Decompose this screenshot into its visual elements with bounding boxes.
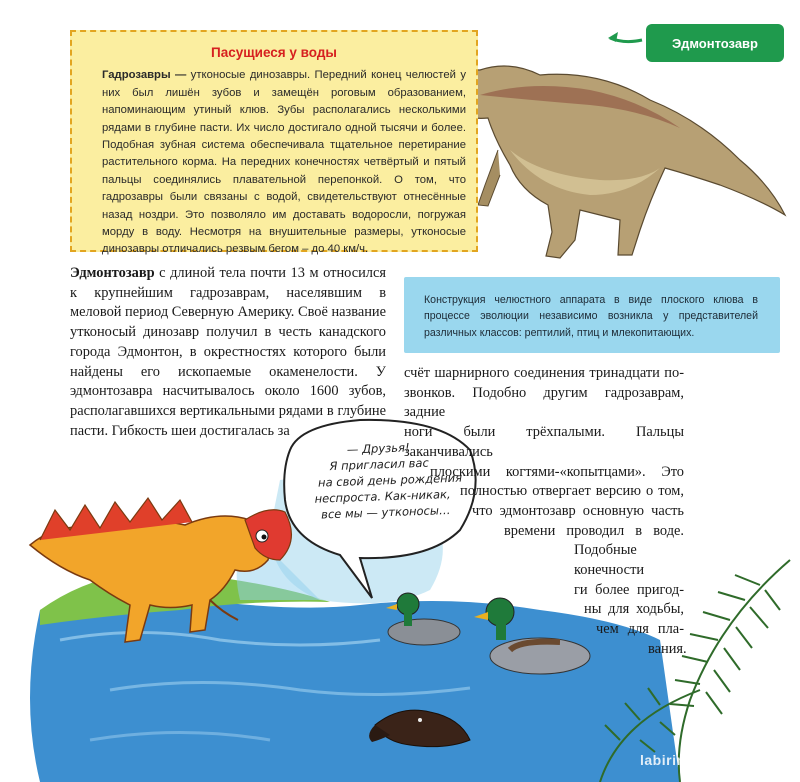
- info-box-title: Пасущиеся у воды: [211, 45, 337, 60]
- speech-line: Я пригласил вас: [329, 455, 429, 474]
- main-text-term: Эдмонтозавр: [70, 265, 155, 281]
- speech-line: — Друзья!: [346, 440, 410, 457]
- right-text-line: звонков. Подобно другим гадрозаврам, задние: [404, 384, 684, 421]
- main-text-left: с длиной тела почти 13 м относился к крупнейшим гадрозаврам, населявшим в меловой период Северную Америку. Своё название утконосый динозавр получил в честь канадского города Эдмонтон, в окрестностях которого были найдены его ископаемые окаменелости. У эдмонтозавра насчитывалось около 1600 зубов, располагавшихся вертикальными рядами в глубине пасти. Гибкость шеи достигалась за: [70, 265, 386, 439]
- right-text-line: счёт шарнирного соединения тринадцати по-: [404, 365, 684, 381]
- right-text-line: ны для ходьбы,: [584, 601, 684, 618]
- info-box-body: [102, 67, 466, 258]
- right-text-line: что эдмонтозавр основную часть: [472, 502, 684, 519]
- right-text-line: Подобные конечности: [574, 542, 645, 579]
- right-text-line: ги более пригод-: [574, 581, 684, 598]
- speech-line: все мы — утконосы…: [320, 502, 451, 522]
- speech-bubble-text: [311, 437, 474, 523]
- speech-line: неспроста. Как-никак,: [314, 486, 451, 506]
- main-text-left-column: [70, 264, 386, 441]
- right-text-line: времени проводил в воде.: [504, 522, 684, 539]
- fact-box: Конструкция челюстного аппарата в виде плоского клюва в процессе эволюции независимо возникла у представителей различных классов: рептилий, птиц и млекопитающих.: [404, 277, 780, 353]
- right-text-line: полностью отвергает версию о том,: [460, 483, 684, 500]
- right-text-line: вания.: [648, 640, 687, 657]
- arrow-left-icon: [604, 30, 644, 50]
- right-text-line: плоскими когтями-«копытцами». Это: [430, 463, 684, 480]
- info-box-term: Гадрозавры —: [102, 69, 187, 82]
- info-box: [70, 30, 478, 256]
- dinosaur-name-tag: Эдмонтозавр: [646, 24, 784, 62]
- watermark: labirint.ru: [640, 752, 711, 768]
- right-text-line: чем для пла-: [596, 621, 684, 638]
- right-text-line: ноги были трёхпалыми. Пальцы заканчивались: [404, 424, 684, 460]
- info-box-text: утконосые динозавры. Передний конец челюстей у них был лишён зубов и замещён роговым образованием, напоминающим утиный клюв. Зубы располагались несколькими рядами в глубине пасти. Их число достигало одной тысячи и более. Подобная зубная система обеспечивала тщательное перетирание растительного корма. На передних конечностях четвёртый и пятый пальцы соединялись плавательной перепонкой. О том, что гадрозавры были связаны с водой, свидетельствуют отнесённые назад ноздри. Это позволяло им доставать водоросли, погружая морду в воду. Несмотря на внушительные размеры, утконосые динозавры отличались резвым бегом – до 40 км/ч.: [102, 69, 466, 256]
- speech-line: на свой день рождения: [317, 470, 463, 490]
